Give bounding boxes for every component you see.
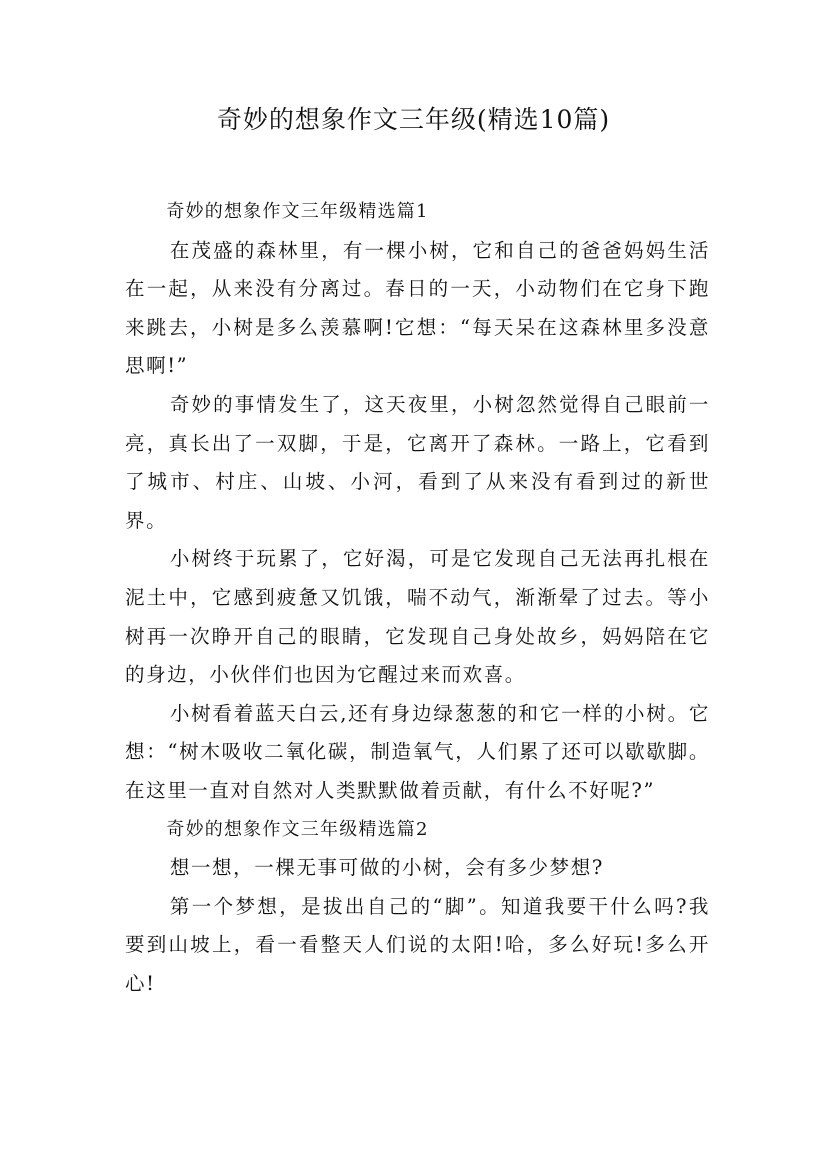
paragraph: 小树终于玩累了，它好渴，可是它发现自己无法再扎根在泥土中，它感到疲惫又饥饿，喘不动气，渐渐晕了过去。等小树再一次睁开自己的眼睛，它发现自己身处故乡，妈妈陪在它的身边，小伙伴们也因为它醒过来而欢喜。 (125, 547, 710, 687)
section-heading: 奇妙的想象作文三年级精选篇2 (166, 818, 429, 840)
paragraph: 第一个梦想，是拔出自己的“脚”。知道我要干什么吗?我要到山坡上，看一看整天人们说的太阳!哈，多么好玩!多么开心! (125, 894, 710, 995)
paragraph: 奇妙的事情发生了，这天夜里，小树忽然觉得自己眼前一亮，真长出了一双脚，于是，它离开了森林。一路上，它看到了城市、村庄、山坡、小河，看到了从来没有看到过的新世界。 (125, 392, 710, 532)
paragraph: 想一想，一棵无事可做的小树，会有多少梦想? (169, 856, 604, 880)
paragraph: 小树看着蓝天白云,还有身边绿葱葱的和它一样的小树。它想：“树木吸收二氧化碳，制造氧气，人们累了还可以歇歇脚。在这里一直对自然对人类默默做着贡献，有什么不好呢?” (125, 701, 710, 802)
page-title: 奇妙的想象作文三年级(精选10篇) (216, 105, 611, 134)
paragraph: 在茂盛的森林里，有一棵小树，它和自己的爸爸妈妈生活在一起，从来没有分离过。春日的一天，小动物们在它身下跑来跳去，小树是多么羡慕啊!它想：“每天呆在这森林里多没意思啊!” (125, 238, 710, 378)
article-body (125, 193, 710, 1003)
section-heading: 奇妙的想象作文三年级精选篇1 (166, 201, 429, 222)
